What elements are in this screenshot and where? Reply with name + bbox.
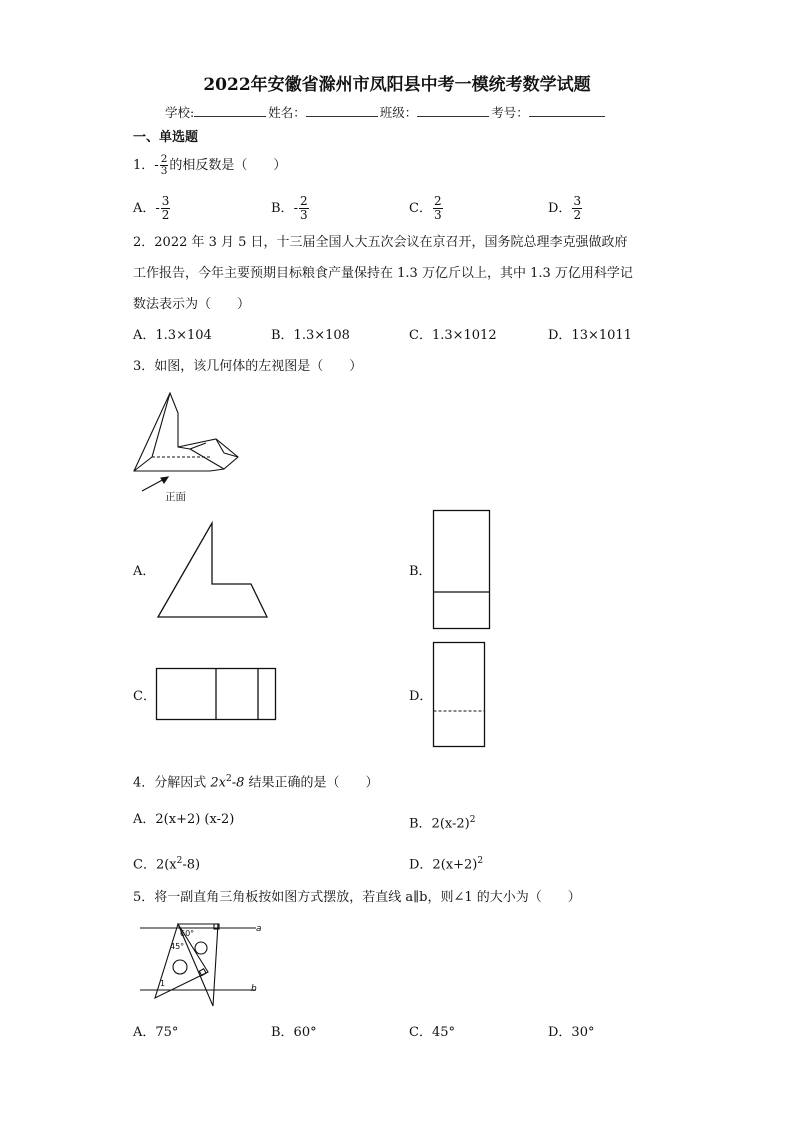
q4-expr-base: 2x bbox=[210, 775, 227, 791]
option-a-figure bbox=[155, 520, 271, 620]
option-label: C． bbox=[409, 201, 432, 216]
line-b-label: b bbox=[251, 984, 257, 994]
q4-option-d[interactable] bbox=[409, 852, 483, 874]
angle-60-label: 60° bbox=[180, 929, 195, 938]
q4-expr-exp: 2 bbox=[226, 774, 232, 784]
number-label: 考号： bbox=[491, 105, 529, 120]
frac-num: 2 bbox=[433, 194, 442, 208]
option-exp: 2 bbox=[176, 856, 183, 866]
q5-text: 5．将一副直角三角板按如图方式摆放，若直线 a∥b，则∠1 的大小为（ ） bbox=[133, 890, 581, 905]
q1-fraction bbox=[160, 154, 169, 177]
frac-num: 3 bbox=[161, 194, 170, 208]
section-heading: 一、单选题 bbox=[133, 130, 199, 145]
option-exp: 2 bbox=[477, 856, 484, 866]
option-b-figure bbox=[432, 509, 492, 631]
frac-num: 3 bbox=[573, 194, 582, 208]
q1-frac-den: 3 bbox=[160, 165, 168, 177]
option-text: A．2(x+2) (x-2) bbox=[133, 812, 235, 827]
q3-option-c-label[interactable]: C． bbox=[133, 689, 156, 704]
option-text: C．2(x bbox=[133, 857, 177, 873]
option-fraction bbox=[433, 195, 443, 222]
option-label: A． bbox=[133, 201, 156, 216]
q5-option-a[interactable]: A．75° bbox=[133, 1025, 179, 1040]
option-fraction bbox=[572, 195, 582, 222]
question-4 bbox=[133, 770, 379, 792]
q4-option-c[interactable] bbox=[133, 852, 200, 874]
q1-sign: - bbox=[154, 158, 159, 173]
q3-text: 3．如图，该几何体的左视图是（ ） bbox=[133, 359, 363, 374]
option-sign: - bbox=[293, 201, 298, 216]
q4-number: 4．分解因式 bbox=[133, 775, 211, 791]
option-label: D． bbox=[548, 201, 572, 216]
student-info-line bbox=[165, 103, 607, 121]
option-fraction bbox=[161, 195, 171, 222]
q2-line-2: 工作报告，今年主要预期目标粮食产量保持在 1.3 万亿斤以上，其中 1.3 万亿用科学记 bbox=[133, 266, 633, 281]
option-tail: -8) bbox=[182, 857, 201, 873]
solid-figure bbox=[128, 385, 248, 507]
q1-number: 1． bbox=[133, 158, 155, 173]
number-blank bbox=[529, 104, 605, 117]
school-blank bbox=[194, 104, 266, 117]
q2-option-d[interactable]: D．13×1011 bbox=[548, 328, 632, 343]
question-1 bbox=[133, 154, 286, 177]
q3-option-d-label[interactable]: D． bbox=[409, 689, 433, 704]
option-c-figure bbox=[155, 667, 279, 723]
option-text: B．2(x-2) bbox=[409, 816, 470, 832]
q1-option-a[interactable] bbox=[133, 195, 171, 222]
q4-text: 结果正确的是（ ） bbox=[244, 775, 379, 791]
front-label: 正面 bbox=[165, 491, 186, 503]
angle-1-label: 1 bbox=[160, 979, 166, 988]
option-label: B． bbox=[271, 201, 294, 216]
triangle-figure bbox=[138, 920, 268, 1010]
class-label: 班级： bbox=[379, 105, 418, 120]
q4-expr-rest: -8 bbox=[231, 775, 245, 791]
frac-den: 3 bbox=[299, 208, 308, 222]
frac-den: 2 bbox=[573, 208, 582, 222]
frac-num: 2 bbox=[299, 194, 308, 208]
frac-den: 2 bbox=[161, 208, 170, 222]
q2-option-a[interactable]: A．1.3×104 bbox=[133, 328, 212, 343]
q1-option-b[interactable] bbox=[271, 195, 310, 222]
q4-option-a[interactable] bbox=[133, 811, 234, 829]
option-sign: - bbox=[155, 201, 160, 216]
name-blank bbox=[306, 104, 378, 117]
q2-line-3: 数法表示为（ ） bbox=[133, 297, 251, 312]
class-blank bbox=[417, 104, 489, 117]
option-exp: 2 bbox=[469, 815, 476, 825]
q5-option-b[interactable]: B．60° bbox=[271, 1025, 317, 1040]
option-text: D．2(x+2) bbox=[409, 857, 478, 873]
q1-option-d[interactable] bbox=[548, 195, 583, 222]
option-d-figure bbox=[432, 641, 488, 749]
q5-option-c[interactable]: C．45° bbox=[409, 1025, 455, 1040]
name-label: 姓名： bbox=[268, 105, 306, 120]
q3-option-b-label[interactable]: B． bbox=[409, 564, 432, 579]
line-a-label: a bbox=[256, 924, 262, 934]
frac-den: 3 bbox=[433, 208, 442, 222]
q1-frac-num: 2 bbox=[160, 153, 168, 165]
q2-line-1: 2．2022 年 3 月 5 日，十三届全国人大五次会议在京召开，国务院总理李克强做政府 bbox=[133, 235, 628, 250]
q2-option-c[interactable]: C．1.3×1012 bbox=[409, 328, 497, 343]
q1-text: 的相反数是（ ） bbox=[169, 158, 287, 173]
q4-option-b[interactable] bbox=[409, 811, 475, 833]
page-title: 2022年安徽省滁州市凤阳县中考一模统考数学试题 bbox=[203, 75, 591, 95]
angle-45-label: 45° bbox=[170, 942, 185, 951]
q1-option-c[interactable] bbox=[409, 195, 444, 222]
q3-option-a-label[interactable]: A． bbox=[133, 564, 156, 579]
q5-option-d[interactable]: D．30° bbox=[548, 1025, 595, 1040]
school-label: 学校: bbox=[165, 105, 195, 120]
q2-option-b[interactable]: B．1.3×108 bbox=[271, 328, 350, 343]
option-fraction bbox=[299, 195, 309, 222]
